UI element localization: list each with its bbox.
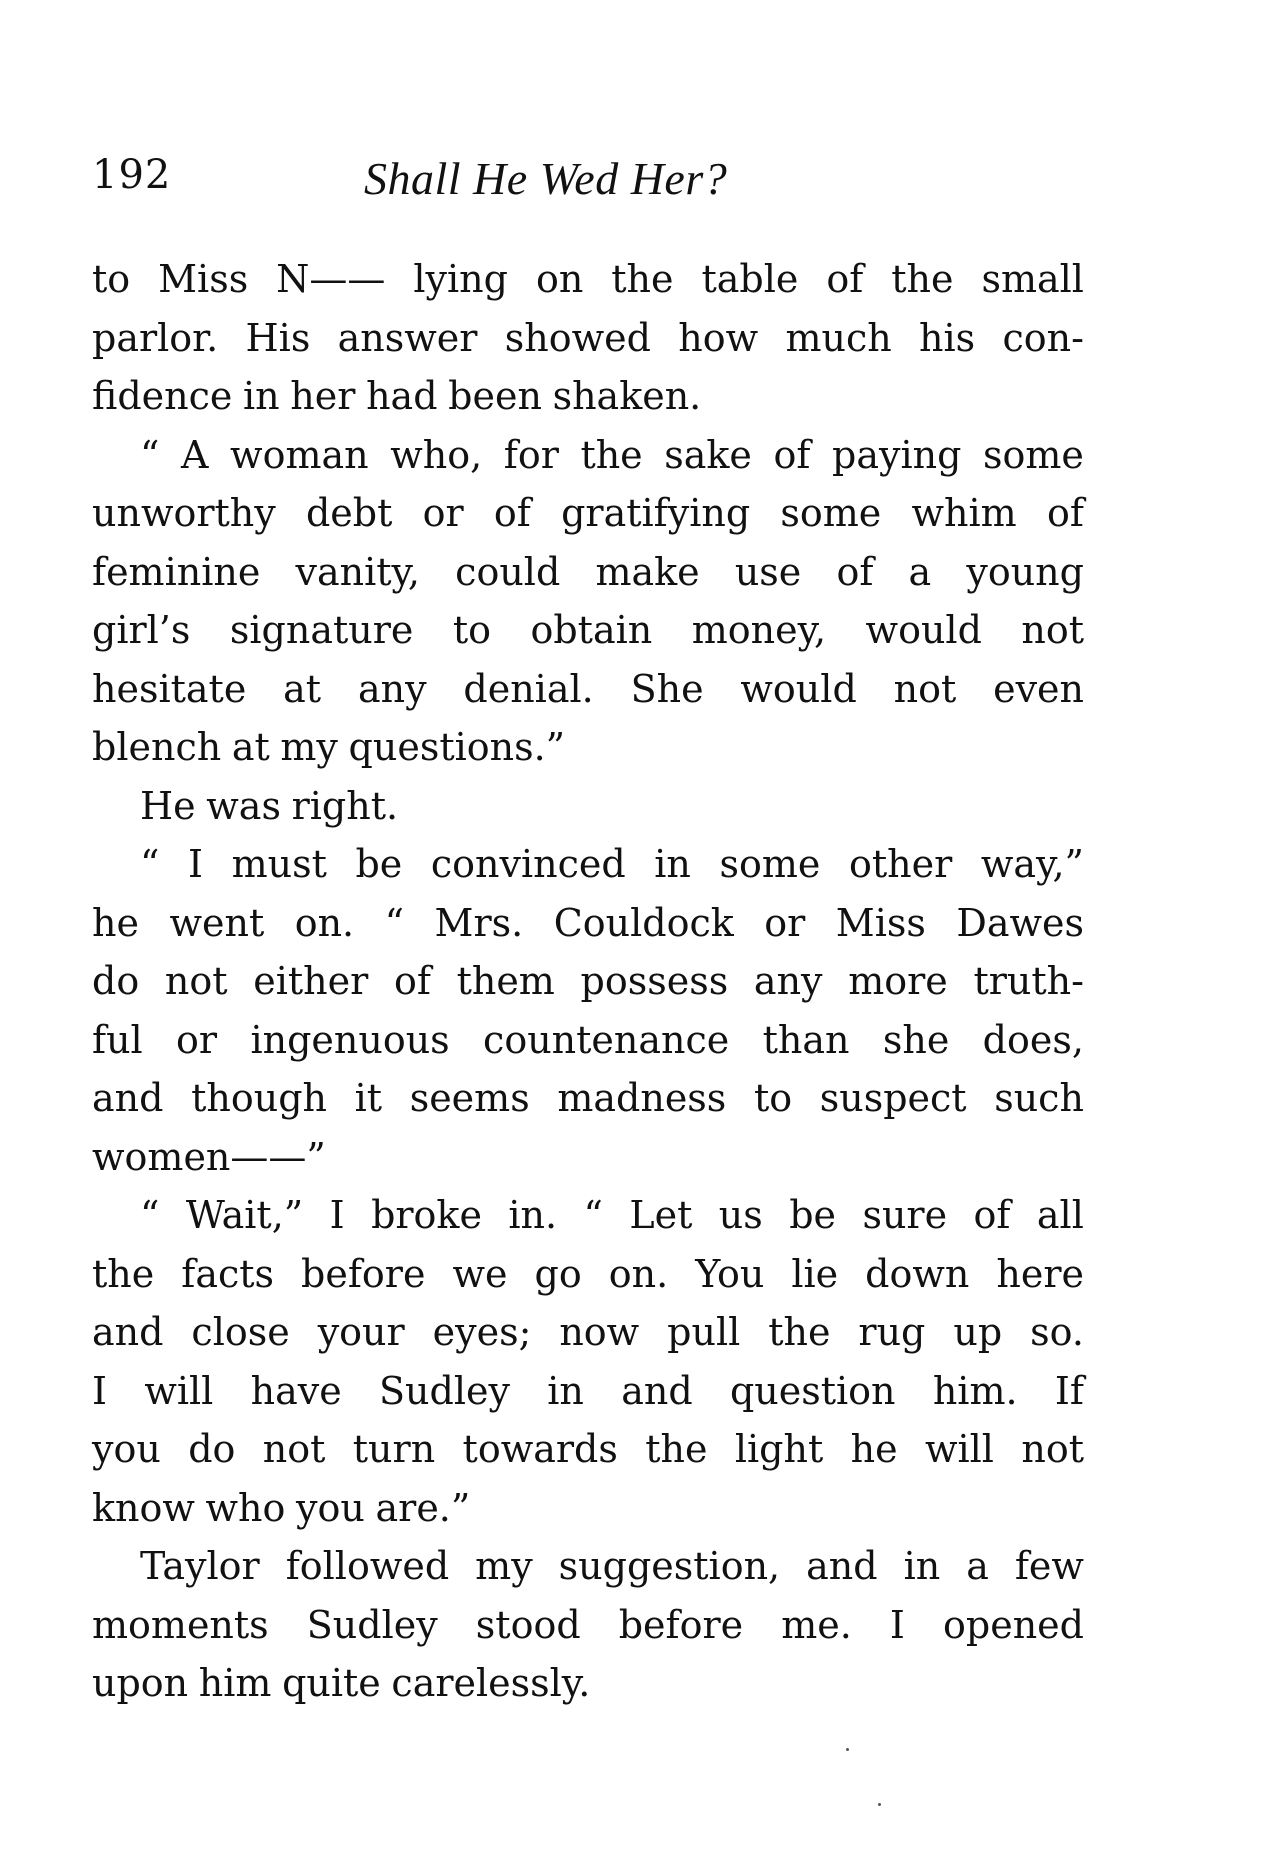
word: of (393, 959, 431, 1003)
text-line (92, 1362, 1084, 1421)
word: lie (791, 1251, 839, 1296)
word: do (188, 1427, 236, 1471)
word: them (456, 959, 555, 1003)
word: the (645, 1427, 708, 1471)
word: a (908, 549, 932, 594)
word: He (140, 783, 196, 828)
word: upon (92, 1661, 189, 1705)
word: If (1054, 1368, 1084, 1413)
word: few (1014, 1544, 1084, 1588)
word: sure (862, 1193, 948, 1237)
word: of (973, 1193, 1011, 1237)
text-line (92, 952, 1084, 1011)
word: close (191, 1310, 290, 1354)
word: does, (982, 1017, 1084, 1062)
word: shaken. (552, 374, 702, 418)
word: answer (337, 315, 478, 360)
word: more (848, 959, 948, 1003)
word: stood (475, 1602, 581, 1647)
word: pull (667, 1310, 741, 1354)
word: or (176, 1017, 218, 1062)
word: before (301, 1251, 426, 1296)
word: opened (943, 1602, 1084, 1647)
word: the (611, 257, 674, 301)
word: some (983, 432, 1084, 477)
word: could (455, 549, 561, 594)
word: his (919, 315, 976, 360)
word: even (993, 666, 1084, 711)
word: and (806, 1544, 878, 1588)
word: do (92, 959, 140, 1003)
text-line (92, 1186, 1084, 1245)
text-line (92, 426, 1084, 485)
word: Wait,” (185, 1193, 304, 1237)
word: moments (92, 1602, 269, 1647)
word: who (205, 1485, 286, 1530)
word: make (595, 549, 700, 594)
body-text (92, 250, 1084, 1713)
word: here (996, 1251, 1084, 1296)
text-line (92, 367, 1084, 426)
word: we (452, 1251, 508, 1296)
word: suspect (819, 1076, 967, 1120)
word: before (618, 1602, 744, 1647)
word: at (283, 666, 322, 711)
word: my (475, 1544, 533, 1588)
word: and (92, 1076, 164, 1120)
word: blench (92, 725, 222, 769)
word: “ (583, 1193, 603, 1237)
word: than (762, 1017, 850, 1062)
text-line (92, 894, 1084, 953)
word: some (719, 842, 821, 886)
word: I (889, 1602, 905, 1647)
word: whim (911, 491, 1017, 535)
word: a (966, 1544, 989, 1588)
word: parlor. (92, 315, 219, 360)
word: con- (1002, 315, 1084, 360)
word: her (290, 374, 356, 418)
word: gratifying (561, 491, 751, 535)
word: you (92, 1427, 161, 1471)
word: I (92, 1368, 108, 1413)
word: of (836, 549, 874, 594)
text-line (92, 777, 1084, 836)
word: possess (580, 959, 729, 1003)
word: girl’s (92, 608, 191, 652)
word: in (547, 1368, 584, 1413)
word: women——” (92, 1134, 326, 1179)
word: all (1036, 1193, 1084, 1237)
text-line (92, 835, 1084, 894)
word: turn (352, 1427, 436, 1471)
word: on. (608, 1251, 669, 1296)
word: questions.” (348, 725, 566, 769)
word: rug (858, 1310, 926, 1354)
word: table (701, 257, 799, 301)
word: I (329, 1193, 345, 1237)
word: must (231, 842, 327, 886)
word: had (366, 374, 438, 418)
word: how (678, 315, 759, 360)
word: of (773, 432, 811, 477)
word: be (355, 842, 403, 886)
word: small (981, 257, 1084, 301)
word: on. (294, 900, 355, 945)
word: not (262, 1427, 326, 1471)
text-line (92, 601, 1084, 660)
word: ingenuous (250, 1017, 450, 1062)
word: “ (140, 842, 160, 886)
word: go (534, 1251, 582, 1296)
word: in (243, 374, 280, 418)
word: countenance (483, 1017, 730, 1062)
text-line (92, 1654, 1084, 1713)
word: will (144, 1368, 214, 1413)
word: other (848, 842, 953, 886)
word: been (448, 374, 542, 418)
word: or (422, 491, 464, 535)
word: down (865, 1251, 970, 1296)
word: me. (781, 1602, 852, 1647)
word: fidence (92, 374, 233, 418)
word: paying (832, 432, 962, 477)
word: Let (629, 1193, 693, 1237)
word: sake (664, 432, 752, 477)
word: the (768, 1310, 831, 1354)
word: She (630, 666, 704, 711)
word: in (654, 842, 691, 886)
print-speck (878, 1803, 881, 1806)
word: though (191, 1076, 327, 1120)
word: in. (508, 1193, 558, 1237)
word: lying (413, 257, 508, 301)
word: A (181, 432, 209, 477)
word: eyes; (432, 1310, 532, 1354)
running-title: Shall He Wed Her? (364, 153, 728, 204)
word: him (198, 1661, 272, 1705)
word: madness (557, 1076, 727, 1120)
word: debt (305, 491, 393, 535)
word: either (253, 959, 369, 1003)
word: or (764, 900, 806, 945)
word: us (718, 1193, 763, 1237)
word: it (354, 1076, 383, 1120)
word: obtain (530, 608, 653, 652)
word: your (317, 1310, 405, 1354)
word: have (250, 1368, 342, 1413)
word: truth- (973, 959, 1084, 1003)
word: question (729, 1368, 896, 1413)
page-number: 192 (92, 152, 172, 198)
word: money, (691, 608, 827, 652)
word: showed (504, 315, 651, 360)
text-line (92, 1245, 1084, 1304)
word: N—— (276, 257, 386, 301)
word: my (280, 725, 338, 769)
word: such (994, 1076, 1084, 1120)
word: Miss (835, 900, 926, 945)
word: way,” (980, 842, 1084, 886)
word: of (826, 257, 864, 301)
word: “ (140, 1193, 160, 1237)
word: carelessly. (391, 1661, 591, 1705)
word: Mrs. (434, 900, 524, 945)
word: the (891, 257, 954, 301)
word: went (169, 900, 265, 945)
word: unworthy (92, 491, 276, 535)
word: I (188, 842, 204, 886)
word: would (865, 608, 982, 652)
word: in (903, 1544, 941, 1588)
word: broke (371, 1193, 482, 1237)
word: You (695, 1251, 765, 1296)
word: on (535, 257, 584, 301)
text-line (92, 1479, 1084, 1538)
word: know (92, 1485, 195, 1530)
word: and (92, 1310, 164, 1354)
word: him. (932, 1368, 1018, 1413)
word: light (734, 1427, 824, 1471)
word: feminine (92, 549, 261, 594)
text-line (92, 250, 1084, 309)
word: Couldock (553, 900, 734, 945)
word: quite (282, 1661, 381, 1705)
word: be (789, 1193, 837, 1237)
word: would (740, 666, 857, 711)
word: any (753, 959, 823, 1003)
word: some (780, 491, 882, 535)
text-line (92, 309, 1084, 368)
word: woman (230, 432, 369, 477)
word: was (206, 783, 281, 828)
word: “ (384, 900, 405, 945)
text-line (92, 660, 1084, 719)
word: any (357, 666, 427, 711)
text-line (92, 1303, 1084, 1362)
word: so. (1030, 1310, 1084, 1354)
word: Miss (158, 257, 249, 301)
word: Taylor (140, 1544, 260, 1588)
word: to (92, 257, 131, 301)
word: use (734, 549, 802, 594)
word: facts (181, 1251, 275, 1296)
word: seems (409, 1076, 530, 1120)
text-line (92, 484, 1084, 543)
word: followed (285, 1544, 450, 1588)
word: to (452, 608, 491, 652)
word: convinced (430, 842, 626, 886)
word: he (850, 1427, 898, 1471)
word: up (953, 1310, 1003, 1354)
word: not (164, 959, 228, 1003)
text-line (92, 1537, 1084, 1596)
word: suggestion, (558, 1544, 781, 1588)
page-header (92, 152, 1082, 212)
word: the (92, 1251, 155, 1296)
word: and (621, 1368, 693, 1413)
word: to (753, 1076, 793, 1120)
text-line (92, 1420, 1084, 1479)
print-speck (846, 1748, 849, 1751)
word: you (296, 1485, 365, 1530)
text-line (92, 1069, 1084, 1128)
word: ful (92, 1017, 143, 1062)
word: she (882, 1017, 950, 1062)
text-line (92, 543, 1084, 602)
text-line (92, 1128, 1084, 1187)
word: “ (140, 432, 160, 477)
word: young (966, 549, 1084, 594)
word: at (231, 725, 270, 769)
word: Sudley (379, 1368, 510, 1413)
word: much (785, 315, 892, 360)
word: not (1021, 1427, 1084, 1471)
word: for (503, 432, 559, 477)
word: now (559, 1310, 640, 1354)
word: hesitate (92, 666, 247, 711)
word: signature (229, 608, 414, 652)
word: of (1046, 491, 1084, 535)
word: vanity, (295, 549, 421, 594)
word: not (1021, 608, 1084, 652)
text-line (92, 1011, 1084, 1070)
word: towards (462, 1427, 618, 1471)
word: will (924, 1427, 994, 1471)
word: Sudley (306, 1602, 438, 1647)
word: denial. (463, 666, 594, 711)
text-line (92, 718, 1084, 777)
word: not (893, 666, 957, 711)
word: he (92, 900, 139, 945)
word: His (245, 315, 311, 360)
word: are.” (375, 1485, 471, 1530)
word: right. (291, 783, 399, 828)
word: Dawes (956, 900, 1084, 945)
text-line (92, 1596, 1084, 1655)
word: the (580, 432, 643, 477)
word: of (493, 491, 531, 535)
word: who, (390, 432, 483, 477)
